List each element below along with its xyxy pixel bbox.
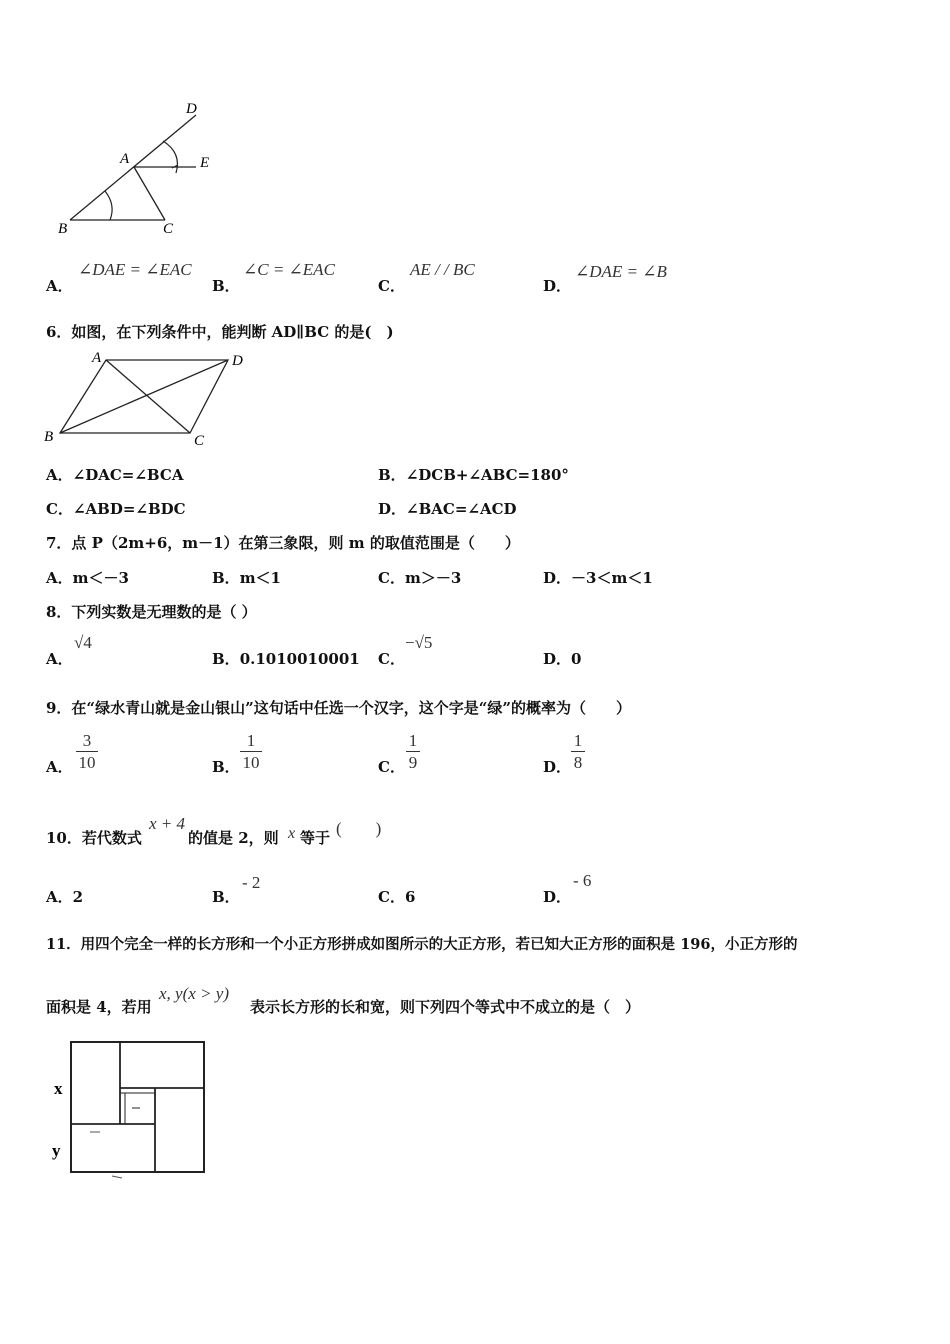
numerator: 1: [571, 731, 585, 752]
expression: x + 4: [149, 814, 186, 833]
fraction: [571, 731, 585, 774]
angle-arc-a: [163, 141, 177, 173]
label-c: C: [194, 433, 205, 449]
fraction: [406, 731, 420, 774]
q7-option-c[interactable]: [378, 567, 461, 588]
q6-option-c[interactable]: [46, 498, 186, 519]
q8-option-d[interactable]: [543, 648, 581, 669]
label-b: B: [44, 429, 54, 445]
label-d: D: [186, 101, 197, 117]
label-y: y: [52, 1141, 61, 1160]
q9-stem: 9．在“绿水青山就是金山银山”这句话中任选一个汉字，这个字是“绿”的概率为（ ）: [46, 699, 631, 717]
option-letter: B．: [212, 758, 240, 776]
option-expression: ∠DAE = ∠B: [575, 262, 667, 281]
option-letter: A．: [46, 650, 73, 668]
option-expression: −√5: [405, 633, 433, 652]
option-expression: ∠C = ∠EAC: [243, 260, 335, 279]
big-square: [71, 1042, 204, 1172]
q6-figure: [40, 345, 260, 450]
option-letter: A．: [46, 569, 73, 587]
option-text: 0: [571, 650, 582, 668]
option-letter: D．: [543, 888, 572, 906]
option-expression: - 6: [573, 871, 592, 890]
option-letter: D．: [378, 500, 407, 518]
label-d: D: [232, 353, 243, 369]
variable: x: [288, 825, 296, 842]
option-letter: A．: [46, 758, 73, 776]
option-expression: ∠DAE = ∠EAC: [78, 260, 192, 279]
stem-part: 等于: [300, 829, 331, 847]
q6-option-a[interactable]: [46, 464, 183, 485]
option-letter: B．: [212, 277, 240, 295]
option-letter: D．: [543, 277, 572, 295]
stem-part: 面积是 4，若用: [46, 998, 152, 1016]
numerator: 1: [406, 731, 420, 752]
option-text: －3＜m＜1: [571, 569, 653, 587]
q7-stem: 7．点 P（2m+6，m－1）在第三象限，则 m 的取值范围是（ ）: [46, 534, 520, 552]
option-letter: A．: [46, 466, 73, 484]
q11-stem-line1: 11．用四个完全一样的长方形和一个小正方形拼成如图所示的大正方形，若已知大正方形的面积是 196，小正方形的: [46, 936, 798, 953]
answer-parens: ( ): [336, 819, 382, 838]
angle-arc-b: [105, 191, 112, 220]
q8-option-b[interactable]: [212, 648, 360, 669]
diagonal-ac: [106, 360, 190, 433]
q11-figure: [48, 1036, 213, 1181]
label-b: B: [58, 221, 68, 237]
denominator: 10: [242, 753, 260, 772]
option-letter: D．: [543, 650, 572, 668]
stem-part: 的值是 2，则: [188, 829, 279, 847]
stem-part: 表示长方形的长和宽，则下列四个等式中不成立的是（ ）: [250, 998, 641, 1016]
label-a: A: [120, 151, 130, 167]
option-letter: D．: [543, 569, 572, 587]
option-letter: C．: [46, 500, 73, 518]
option-letter: C．: [378, 650, 405, 668]
option-letter: B．: [212, 569, 240, 587]
denominator: 8: [573, 753, 583, 772]
option-expression: AE / / BC: [410, 260, 475, 279]
q8-stem: 8．下列实数是无理数的是（ ）: [46, 603, 257, 621]
scan-mark: [112, 1176, 122, 1178]
fraction: [240, 731, 262, 774]
label-e: E: [200, 155, 210, 171]
option-text: m＜－3: [72, 569, 129, 587]
label-x: x: [54, 1079, 63, 1098]
q6-option-d[interactable]: [378, 498, 517, 519]
q7-option-a[interactable]: [46, 567, 129, 588]
option-expression: √4: [74, 633, 92, 652]
option-letter: C．: [378, 758, 405, 776]
option-text: ∠DAC=∠BCA: [72, 466, 184, 484]
option-letter: B．: [378, 466, 406, 484]
denominator: 10: [78, 753, 96, 772]
numerator: 1: [240, 731, 262, 752]
option-text: 2: [72, 888, 84, 906]
option-letter: C．: [378, 277, 405, 295]
q5-figure: [50, 95, 230, 245]
diagonal-bd: [60, 360, 228, 433]
option-letter: D．: [543, 758, 572, 776]
expression: x, y(x > y): [159, 984, 229, 1003]
stem-part: 10．若代数式: [46, 829, 142, 847]
option-text: ∠DCB+∠ABC=180°: [405, 466, 569, 484]
option-letter: C．: [378, 569, 405, 587]
option-expression: - 2: [242, 873, 261, 892]
option-letter: C．: [378, 888, 405, 906]
option-letter: B．: [212, 888, 240, 906]
option-text: m＞－3: [404, 569, 462, 587]
q6-stem: 6．如图，在下列条件中，能判断 AD∥BC 的是( ): [46, 323, 394, 341]
q7-option-b[interactable]: [212, 567, 281, 588]
option-letter: A．: [46, 277, 73, 295]
option-letter: B．: [212, 650, 240, 668]
q7-option-d[interactable]: [543, 567, 653, 588]
fraction: [76, 731, 98, 774]
denominator: 9: [408, 753, 418, 772]
option-text: m＜1: [239, 569, 281, 587]
option-text: 6: [404, 888, 416, 906]
q6-option-b[interactable]: [378, 464, 569, 485]
q10-option-c[interactable]: [378, 886, 415, 907]
label-a: A: [92, 350, 102, 366]
option-text: 0.1010010001: [239, 650, 360, 668]
label-c: C: [163, 221, 174, 237]
option-text: ∠BAC=∠ACD: [406, 500, 517, 518]
option-text: ∠ABD=∠BDC: [72, 500, 186, 518]
line-ac: [134, 167, 165, 220]
numerator: 3: [76, 731, 98, 752]
q10-option-a[interactable]: [46, 886, 83, 907]
option-letter: A．: [46, 888, 73, 906]
